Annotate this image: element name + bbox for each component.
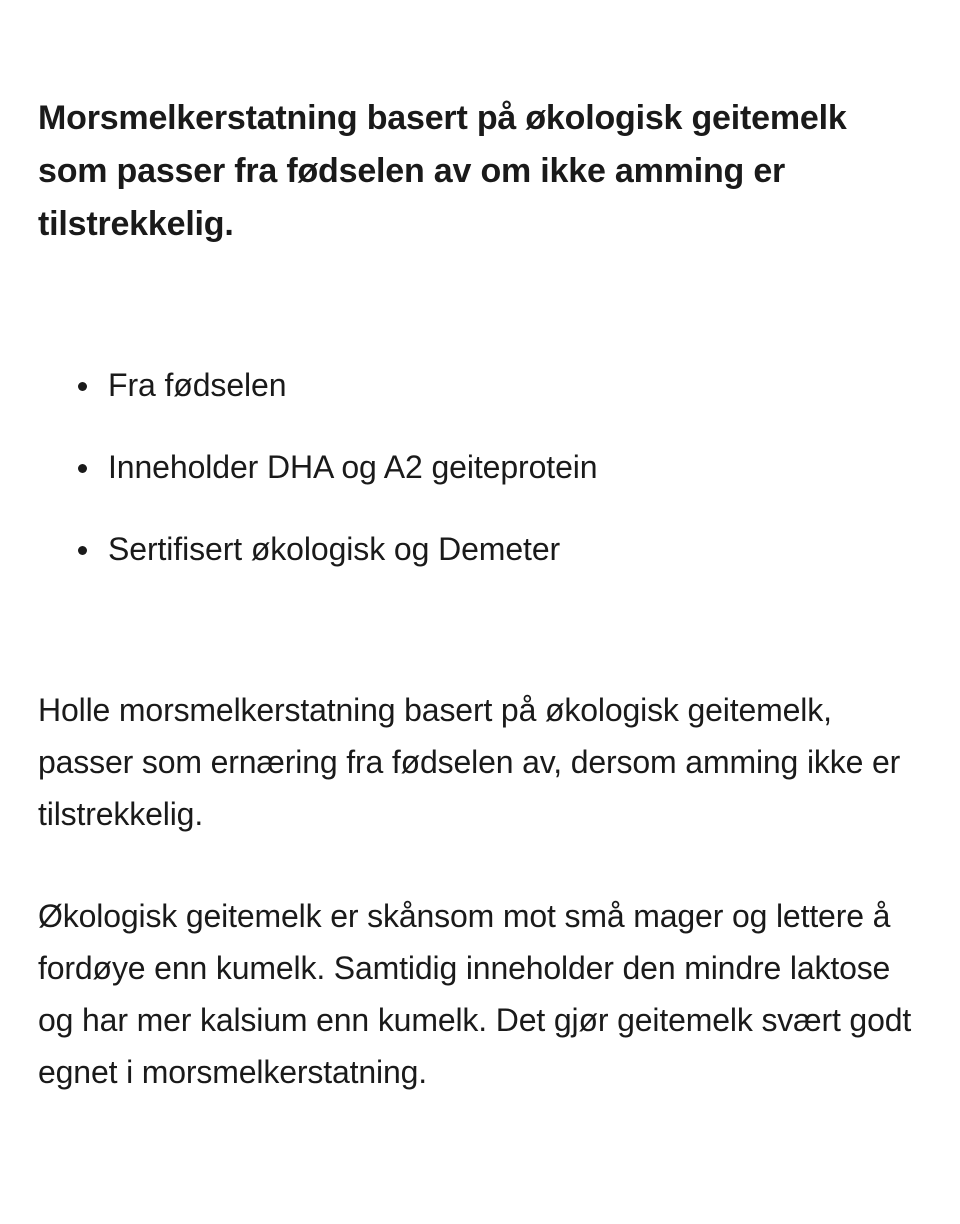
product-feature-list: [38, 251, 922, 566]
description-paragraph: Økologisk geitemelk er skånsom mot små mager og lettere å fordøye enn kumelk. Samtidig inneholder den mindre laktose og har mer kalsium enn kumelk. Det gjør geitemelk svært godt egnet i morsmelkerstatning.: [38, 898, 912, 1090]
feature-label: Inneholder DHA og A2 geiteprotein: [108, 449, 598, 485]
list-item: [38, 369, 922, 402]
list-item: [38, 533, 922, 566]
list-item: [38, 451, 922, 484]
description-paragraph: Holle morsmelkerstatning basert på økologisk geitemelk, passer som ernæring fra fødselen av, dersom amming ikke er tilstrekkelig.: [38, 692, 901, 832]
page-title: Morsmelkerstatning basert på økologisk geitemelk som passer fra fødselen av om ikke amming er tilstrekkelig.: [38, 99, 847, 243]
feature-label: Sertifisert økologisk og Demeter: [108, 531, 561, 567]
bullet-icon: [78, 382, 87, 391]
bullet-icon: [78, 546, 87, 555]
feature-label: Fra fødselen: [108, 367, 287, 403]
product-description: [38, 566, 922, 1098]
bullet-icon: [78, 464, 87, 473]
